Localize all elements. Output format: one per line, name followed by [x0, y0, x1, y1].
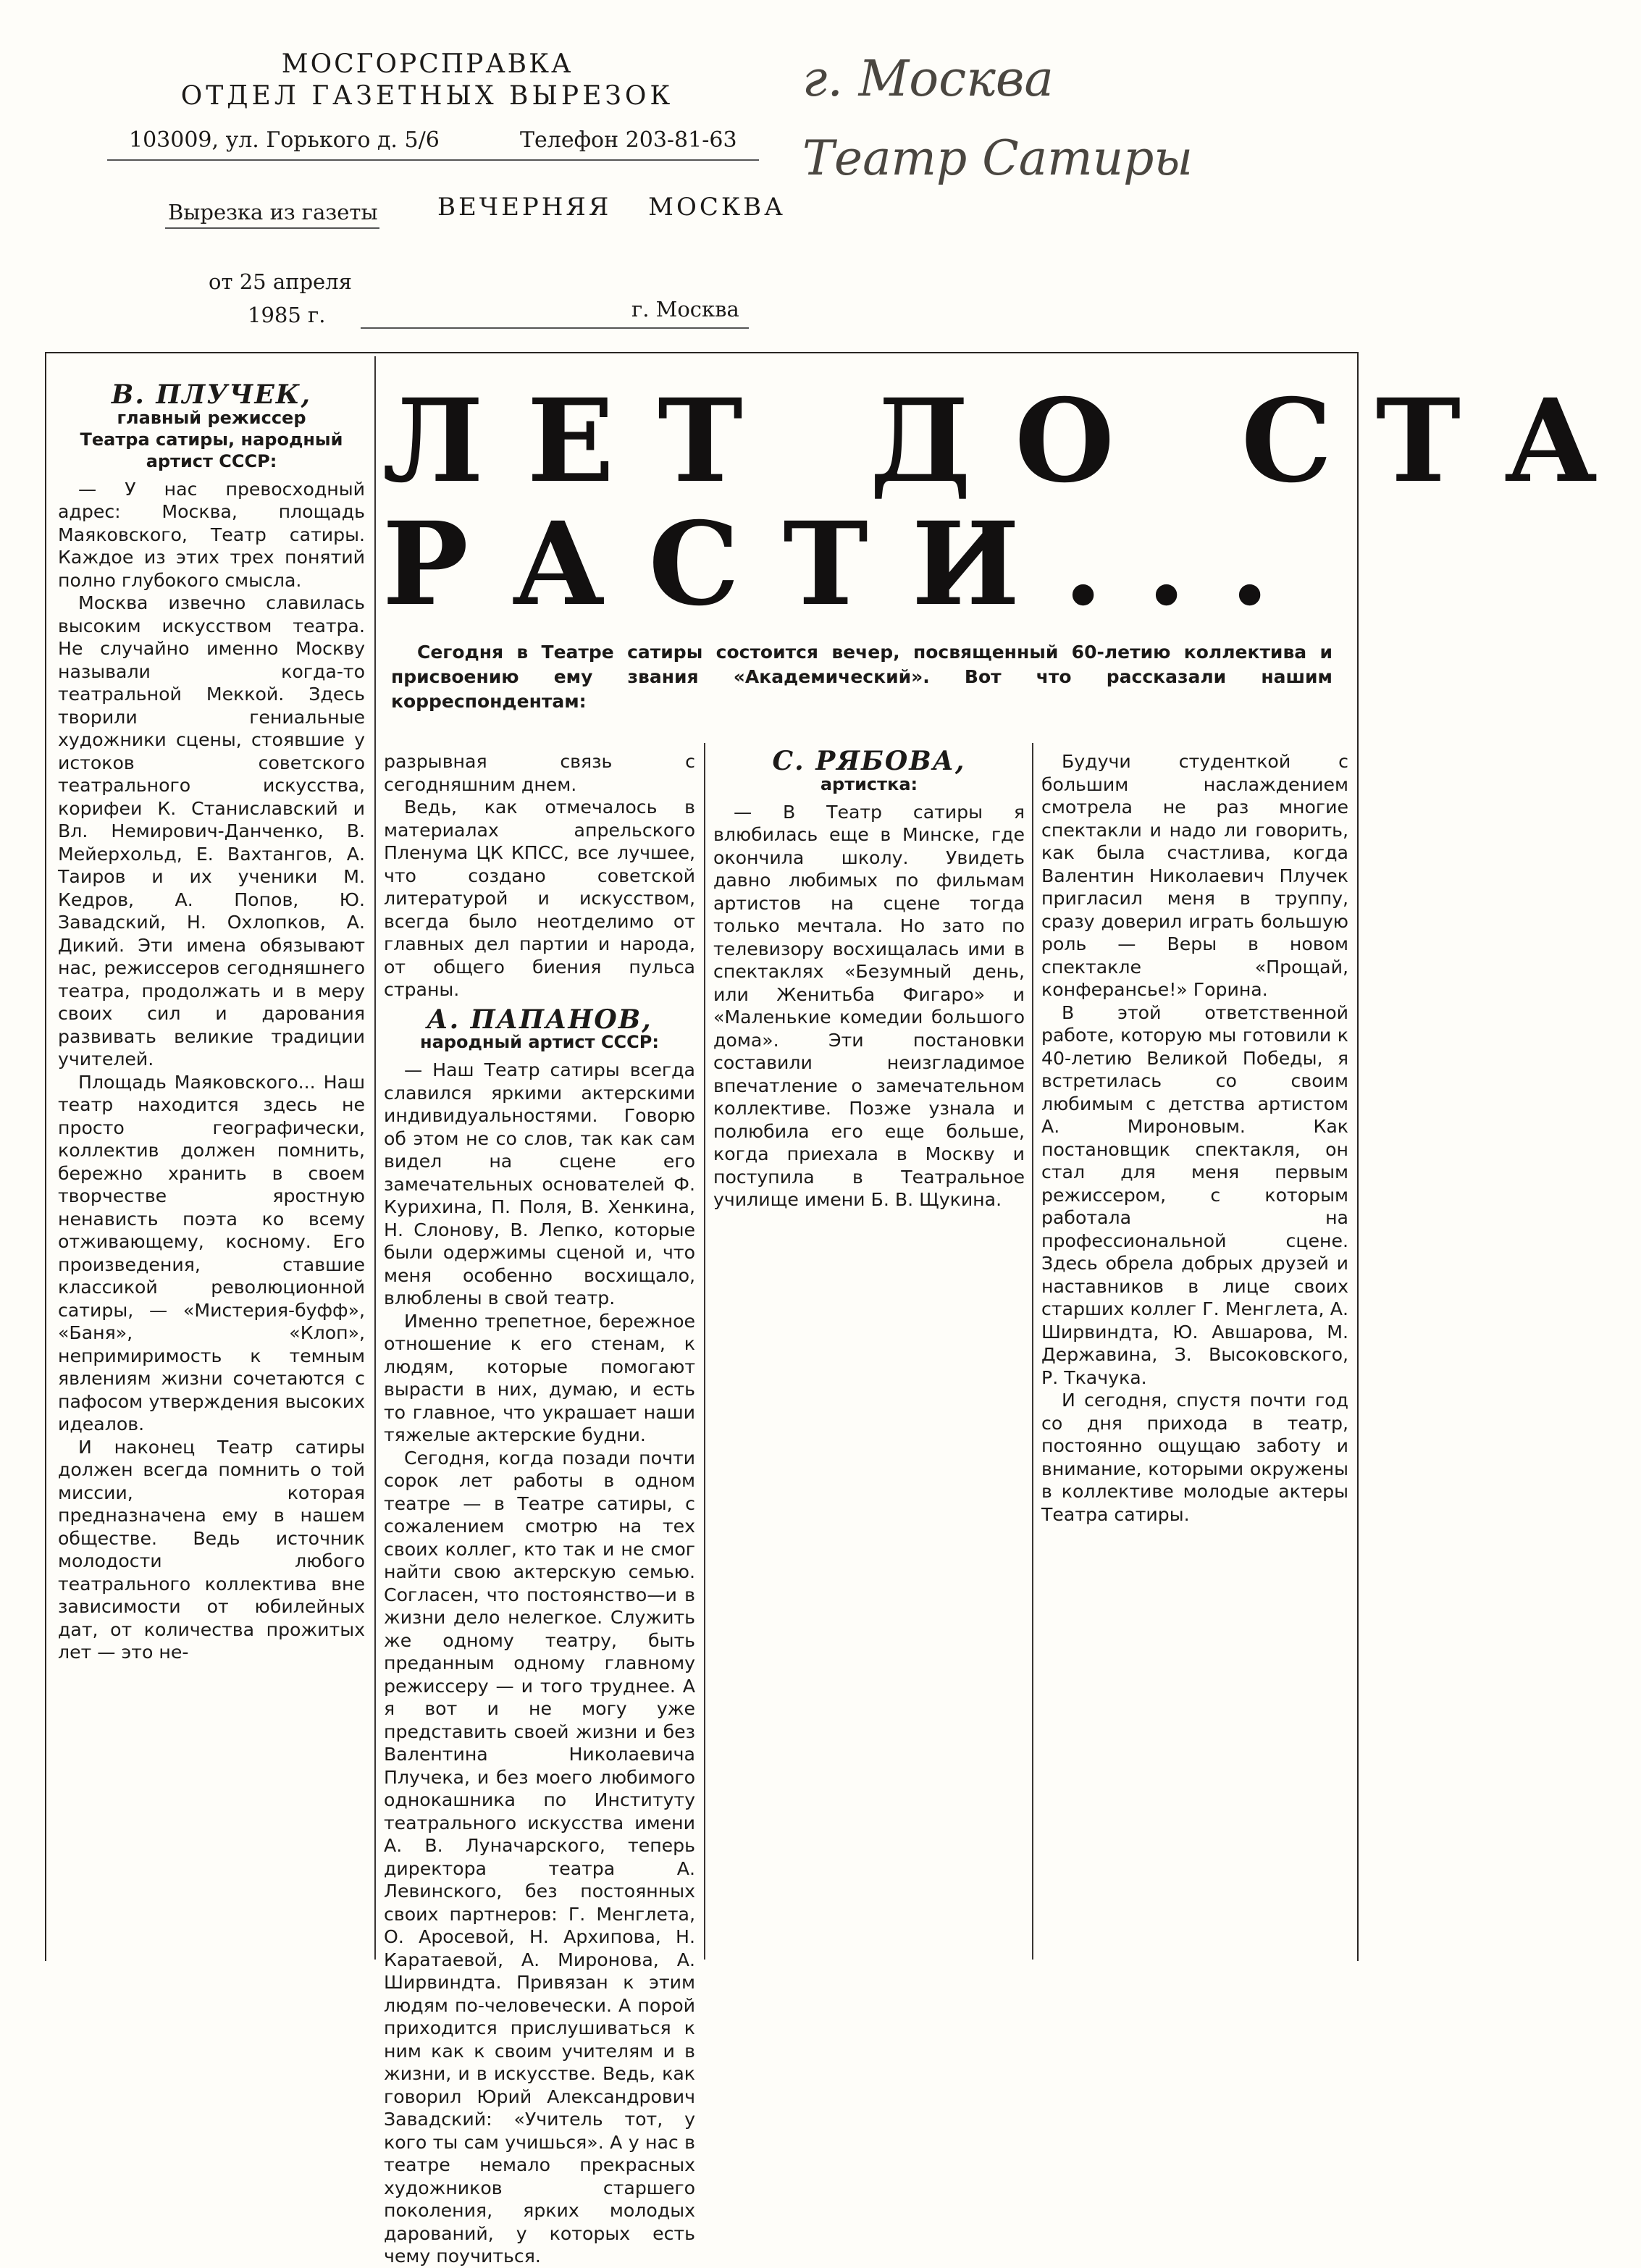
pluchek-paragraph-3: Площадь Маяковского... Наш театр находится здесь не просто географически, коллектив должен помнить, бережно хранить в своем творчестве яростную ненависть поэта ко всему отживающему, косному. Его произведения, ставшие классикой революционной сатиры, — «Мистерия-буфф», «Баня», «Клоп», непримиримость к темным явлениям жизни сочетаются с пафосом утверждения высоких идеалов.: [58, 1071, 365, 1435]
column-rule-1: [374, 356, 376, 1960]
ryabova-name: С. РЯБОВА,: [772, 746, 966, 776]
ryabova-column-a: [713, 746, 1025, 1211]
label-underline: [165, 227, 379, 229]
column-rule-3: [1032, 743, 1033, 1960]
pluchek-paragraph-4: И наконец Театр сатиры должен всегда помнить о той миссии, которая предназначена ему в нашем обществе. Ведь источник молодости любого театрального коллектива вне зависимости от юбилейных дат, от количества прожитых лет — это не-: [58, 1436, 365, 1663]
headline-line-2: РАСТИ...: [382, 497, 1314, 631]
agency-phone: Телефон 203-81-63: [520, 127, 737, 153]
papanov-paragraph-1: — Наш Театр сатиры всегда славился яркими актерскими индивидуальностями. Говорю об этом не со слов, так как сам видел на сцене его замечательных основателей Ф. Курихина, П. Поля, В. Хенкина, Н. Слонову, В. Лепко, которые были одержимы сценой и, что меня особенно восхищало, влюблены в свой театр.: [384, 1059, 695, 1309]
date-line-2: 1985 г.: [248, 303, 326, 327]
city-name: г. Москва: [631, 297, 739, 322]
papanov-column: [384, 750, 695, 2268]
pluchek-continued-2: Ведь, как отмечалось в материалах апрельского Пленума ЦК КПСС, все лучшее, что создано советской литературой и искусством, всегда было неотделимо от главных дел партии и народа, от общего биения пульса страны.: [384, 797, 695, 1000]
column-rule-2: [704, 743, 705, 1960]
clipping-label: Вырезка из газеты: [168, 200, 378, 224]
pluchek-continued-1: разрывная связь с сегодняшним днем.: [384, 751, 695, 795]
pluchek-role: главный режиссер Театра сатиры, народный артист СССР:: [80, 407, 343, 471]
headline-line-1: ЛЕТ ДО СТА: [382, 374, 1641, 508]
handwritten-theatre: Театр Сатиры: [802, 130, 1193, 186]
ryabova-column-b: [1041, 750, 1348, 1526]
date-underline: [361, 327, 749, 329]
agency-address: 103009, ул. Горького д. 5/6: [129, 127, 440, 153]
ryabova-paragraph-3: В этой ответственной работе, которую мы готовили к 40-летию Великой Победы, я встретилась со своим любимым с детства артистом А. Мироновым. Как постановщик спектакля, он стал для меня первым режиссером, с которым работала на профессиональной сцене. Здесь обрела добрых друзей и наставников в лице своих старших коллег Г. Менглета, А. Ширвиндта, Ю. Авшарова, М. Державина, З. Высоковского, Р. Ткачука.: [1041, 1001, 1348, 1388]
agency-name: МОСГОРСПРАВКА: [281, 49, 574, 79]
pluchek-paragraph-2: Москва извечно славилась высоким искусством театра. Не случайно именно Москву называли когда-то театральной Меккой. Здесь творили гениальные художники сцены, стоявшие у истоков советского театрального искусства, корифеи К. Станиславский и Вл. Немирович-Данченко, В. Мейерхольд, Е. Вахтангов, А. Таиров и их ученики М. Кедров, А. Попов, Ю. Завадский, Н. Охлопков, А. Дикий. Эти имена обязывают нас, режиссеров сегодняшнего театра, продолжать и в меру своих сил и дарования развивать великие традиции учителей.: [58, 592, 365, 1070]
ryabova-paragraph-1: — В Театр сатиры я влюбилась еще в Минске, где окончила школу. Увидеть давно любимых по фильмам артистов на сцене тогда только мечтала. Но зато по телевизору восхищалась ими в спектаклях «Безумный день, или Женитьба Фигаро» и «Маленькие комедии большого дома». Эти постановки составили неизгладимое впечатление о замечательном коллективе. Позже узнала и полюбила его еще больше, когда приехала в Москву и поступила в Театральное училище имени Б. В. Щукина.: [713, 801, 1025, 1210]
papanov-paragraph-3: Сегодня, когда позади почти сорок лет работы в одном театре — в Театре сатиры, с сожалением смотрю на тех своих коллег, кто так и не смог найти свою актерскую семью. Согласен, что постоянство—и в жизни дело нелегкое. Служить же одному театру, быть преданным одному главному режиссеру — и того труднее. А я вот и не могу уже представить своей жизни и без Валентина Николаевича Плучека, и без моего любимого однокашника по Институту театрального искусства имени А. В. Луначарского, теперь директора театра А. Левинского, без постоянных своих партнеров: Г. Менглета, О. Аросевой, Н. Архипова, Н. Каратаевой, А. Мироновa, А. Ширвиндта. Привязан к этим людям по-человечески. А порой приходится прислушиваться к ним как к своим учителям и в жизни, и в искусстве. Ведь, как говорил Юрий Александрович Завадский: «Учитель тот, у кого ты сам учишься». А у нас в театре немало прекрасных художников старшего поколения, ярких молодых дарований, у которых есть чему поучиться.: [384, 1447, 695, 2267]
papanov-name: А. ПАПАНОВ,: [427, 1004, 652, 1035]
lead-paragraph: Сегодня в Театре сатиры состоится вечер, посвященный 60-летию коллектива и присвоению ему звания «Академический». Вот что рассказали нашим корреспондентам:: [391, 642, 1332, 712]
header-divider: [107, 159, 759, 161]
handwritten-city: г. Москва: [802, 51, 1054, 108]
papanov-role: народный артист СССР:: [420, 1032, 659, 1052]
papanov-paragraph-2: Именно трепетное, бережное отношение к его стенам, к людям, которые помогают вырасти в них, думаю, и есть то главное, что украшает наши тяжелые актерские будни.: [384, 1310, 695, 1445]
ryabova-paragraph-4: И сегодня, спустя почти год со дня прихода в театр, постоянно ощущаю заботу и внимание, которыми окружены в коллективе молодые актеры Театра сатиры.: [1041, 1390, 1348, 1525]
ryabova-paragraph-2: Будучи студенткой с большим наслаждением смотрела не раз многие спектакли и надо ли говорить, как была счастлива, когда Валентин Николаевич Плучек пригласил меня в труппу, сразу доверил играть большую роль — Веры в новом спектакле «Прощай, конферансье!» Горина.: [1041, 751, 1348, 1000]
pluchek-name: В. ПЛУЧЕК,: [111, 379, 312, 410]
pluchek-column: [58, 377, 365, 1664]
ryabova-role: артистка:: [820, 773, 918, 794]
date-line-1: от 25 апреля: [209, 269, 352, 294]
department-name: ОТДЕЛ ГАЗЕТНЫХ ВЫРЕЗОК: [180, 81, 674, 111]
newspaper-name: ВЕЧЕРНЯЯ МОСКВА: [437, 193, 786, 222]
pluchek-paragraph-1: — У нас превосходный адрес: Москва, площадь Маяковского, Театр сатиры. Каждое из этих трех понятий полно глубокого смысла.: [58, 478, 365, 591]
